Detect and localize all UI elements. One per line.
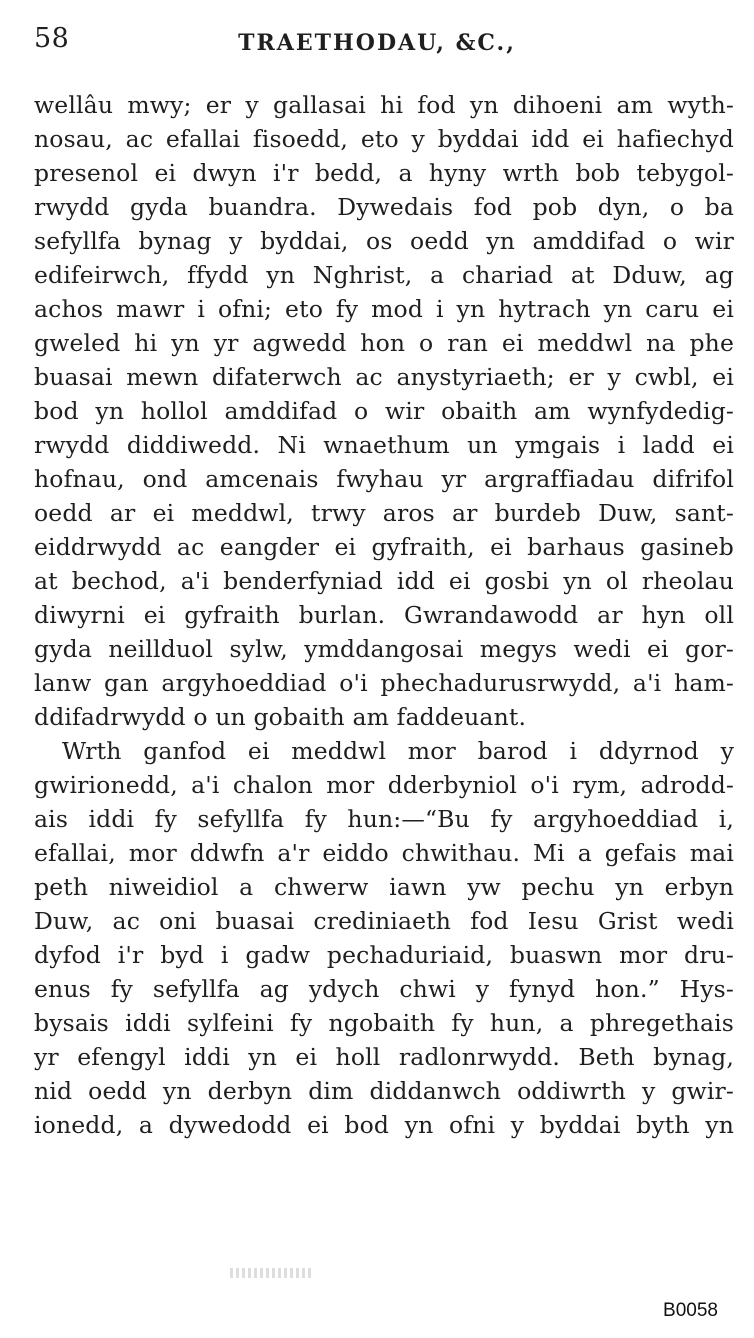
text-line: wellâu mwy; er y gallasai hi fod yn dihoeni am wyth- xyxy=(34,91,734,119)
text-line: edifeirwch, ffydd yn Nghrist, a chariad at Dduw, ag xyxy=(34,261,734,289)
text-line: gyda neillduol sylw, ymddangosai megys wedi ei gor- xyxy=(34,635,734,663)
text-line: presenol ei dwyn i'r bedd, a hyny wrth bob tebygol- xyxy=(34,159,734,187)
running-title: TRAETHODAU, &C., xyxy=(238,30,516,56)
print-smudge xyxy=(230,1268,312,1278)
body-text xyxy=(34,88,734,1142)
text-line: eiddrwydd ac eangder ei gyfraith, ei barhaus gasineb xyxy=(34,533,734,561)
text-line: dyfod i'r byd i gadw pechaduriaid, buaswn mor dru- xyxy=(34,941,734,969)
text-line: diwyrni ei gyfraith burlan. Gwrandawodd ar hyn oll xyxy=(34,601,734,629)
text-line: at bechod, a'i benderfyniad idd ei gosbi yn ol rheolau xyxy=(34,567,734,595)
text-line: ddifadrwydd o un gobaith am faddeuant. xyxy=(34,703,527,731)
text-line: oedd ar ei meddwl, trwy aros ar burdeb Duw, sant- xyxy=(34,499,734,527)
text-line: nosau, ac efallai fisoedd, eto y byddai idd ei hafiechyd xyxy=(34,125,734,153)
text-line: rwydd diddiwedd. Ni wnaethum un ymgais i ladd ei xyxy=(34,431,734,459)
text-line: yr efengyl iddi yn ei holl radlonrwydd. Beth bynag, xyxy=(34,1043,734,1071)
page-number: 58 xyxy=(34,23,70,54)
text-line: lanw gan argyhoeddiad o'i phechadurusrwydd, a'i ham- xyxy=(34,669,734,697)
paragraph-1 xyxy=(34,88,734,734)
text-line: gweled hi yn yr agwedd hon o ran ei meddwl na phe xyxy=(34,329,734,357)
text-line: Duw, ac oni buasai crediniaeth fod Iesu Grist wedi xyxy=(34,907,734,935)
paragraph-2 xyxy=(34,734,734,1142)
text-line: hofnau, ond amcenais fwyhau yr argraffiadau difrifol xyxy=(34,465,734,493)
catalog-id: B0058 xyxy=(663,1300,718,1321)
text-line: bysais iddi sylfeini fy ngobaith fy hun, a phregethais xyxy=(34,1009,734,1037)
text-line: enus fy sefyllfa ag ydych chwi y fynyd hon.” Hys- xyxy=(34,975,734,1003)
text-line: buasai mewn difaterwch ac anystyriaeth; er y cwbl, ei xyxy=(34,363,734,391)
text-line: nid oedd yn derbyn dim diddanwch oddiwrth y gwir- xyxy=(34,1077,734,1105)
text-line: rwydd gyda buandra. Dywedais fod pob dyn, o ba xyxy=(34,193,734,221)
text-line: Wrth ganfod ei meddwl mor barod i ddyrnod y xyxy=(62,737,734,765)
text-line: peth niweidiol a chwerw iawn yw pechu yn erbyn xyxy=(34,873,734,901)
text-line: gwirionedd, a'i chalon mor dderbyniol o'i rym, adrodd- xyxy=(34,771,734,799)
text-line: efallai, mor ddwfn a'r eiddo chwithau. Mi a gefais mai xyxy=(34,839,734,867)
text-line: sefyllfa bynag y byddai, os oedd yn amddifad o wir xyxy=(34,227,734,255)
text-line: bod yn hollol amddifad o wir obaith am wynfydedig- xyxy=(34,397,734,425)
text-line: ais iddi fy sefyllfa fy hun:—“Bu fy argyhoeddiad i, xyxy=(34,805,734,833)
text-line: achos mawr i ofni; eto fy mod i yn hytrach yn caru ei xyxy=(34,295,734,323)
text-line: ionedd, a dywedodd ei bod yn ofni y byddai byth yn xyxy=(34,1111,734,1139)
